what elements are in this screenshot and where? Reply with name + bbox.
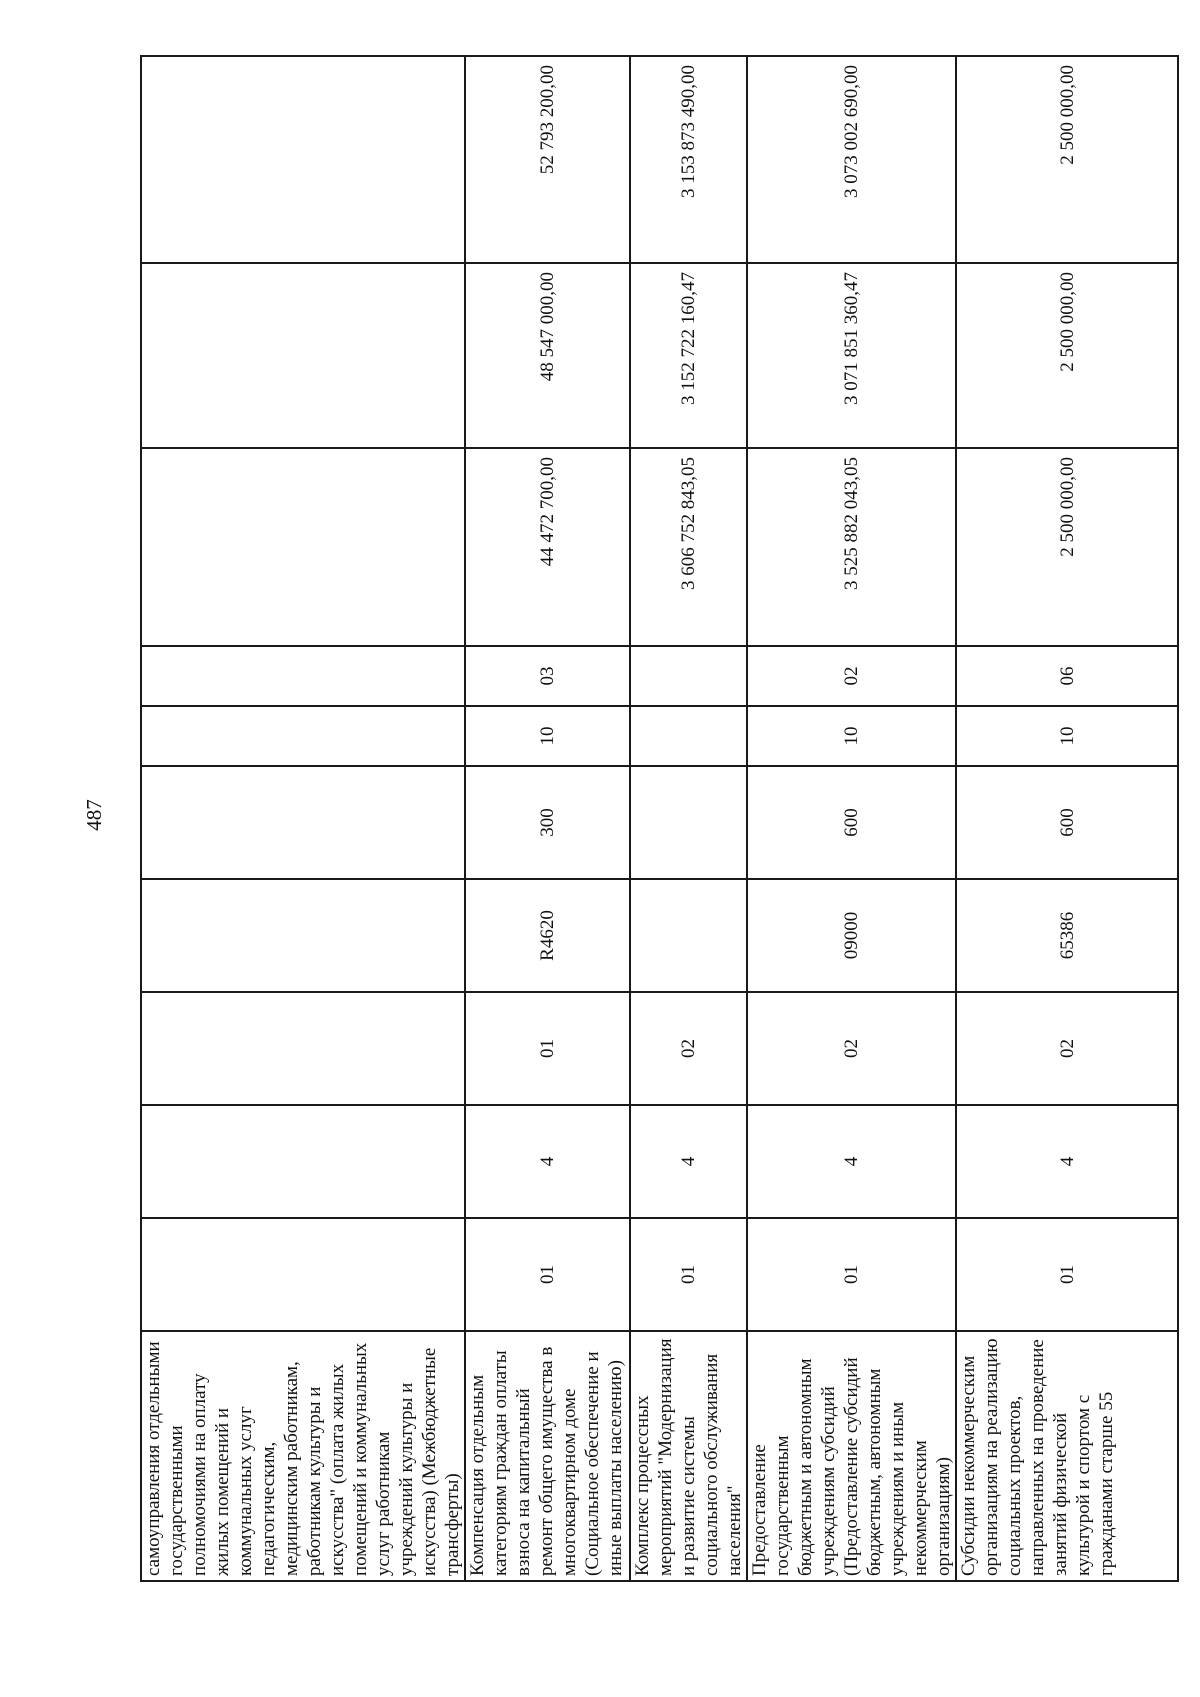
cell-direction: R4620 — [465, 879, 630, 992]
cell-type: 4 — [465, 1105, 630, 1218]
row-description: Предоставление государственным бюджетным и автономным учреждениям субсидий (Предоставление субсидий бюджетным, автономным учреждениям и иным некоммерческим организациям) — [747, 1331, 956, 1581]
cell-type: 4 — [956, 1105, 1178, 1218]
table-row — [630, 56, 747, 1581]
cell-amount-year-2: 2 500 000,00 — [956, 263, 1178, 448]
cell-subsection: 06 — [956, 646, 1178, 706]
budget-table — [140, 55, 1179, 1582]
row-description: Комплекс процессных мероприятий "Модернизация и развитие системы социального обслуживания населения" — [630, 1331, 747, 1581]
cell-section — [141, 706, 465, 766]
table-row — [465, 56, 630, 1581]
cell-amount-year-1: 44 472 700,00 — [465, 448, 630, 646]
table-row — [956, 56, 1178, 1581]
cell-amount-year-2 — [141, 263, 465, 448]
cell-amount-year-3: 2 500 000,00 — [956, 56, 1178, 263]
rotated-table-container — [140, 57, 1117, 1582]
cell-subprogram: 02 — [956, 992, 1178, 1105]
cell-direction: 65386 — [956, 879, 1178, 992]
cell-section: 10 — [465, 706, 630, 766]
cell-subsection: 03 — [465, 646, 630, 706]
table-row — [747, 56, 956, 1581]
cell-direction — [630, 879, 747, 992]
cell-type: 4 — [747, 1105, 956, 1218]
cell-subsection — [141, 646, 465, 706]
cell-section — [630, 706, 747, 766]
cell-expense-type: 300 — [465, 766, 630, 879]
cell-amount-year-2: 3 152 722 160,47 — [630, 263, 747, 448]
cell-amount-year-3: 3 073 002 690,00 — [747, 56, 956, 263]
cell-type: 4 — [630, 1105, 747, 1218]
cell-direction: 09000 — [747, 879, 956, 992]
cell-expense-type — [630, 766, 747, 879]
table-row — [141, 56, 465, 1581]
cell-subprogram: 01 — [465, 992, 630, 1105]
cell-subprogram: 02 — [747, 992, 956, 1105]
cell-amount-year-1: 2 500 000,00 — [956, 448, 1178, 646]
cell-section: 10 — [956, 706, 1178, 766]
page-number: 487 — [82, 799, 106, 831]
cell-amount-year-2: 3 071 851 360,47 — [747, 263, 956, 448]
cell-program — [141, 1218, 465, 1331]
cell-amount-year-3: 52 793 200,00 — [465, 56, 630, 263]
cell-subprogram: 02 — [630, 992, 747, 1105]
cell-amount-year-3 — [141, 56, 465, 263]
cell-amount-year-3: 3 153 873 490,00 — [630, 56, 747, 263]
cell-amount-year-1: 3 606 752 843,05 — [630, 448, 747, 646]
cell-expense-type: 600 — [956, 766, 1178, 879]
cell-program: 01 — [956, 1218, 1178, 1331]
cell-expense-type — [141, 766, 465, 879]
row-description: Компенсация отдельным категориям граждан оплаты взноса на капитальный ремонт общего имущества в многоквартирном доме (Социальное обеспечение и иные выплаты населению) — [465, 1331, 630, 1581]
cell-program: 01 — [465, 1218, 630, 1331]
cell-type — [141, 1105, 465, 1218]
row-description: Субсидии некоммерческим организациям на реализацию социальных проектов, направленных на проведение занятий физической культурой и спортом с гражданами старше 55 — [956, 1331, 1178, 1581]
cell-amount-year-1 — [141, 448, 465, 646]
row-description: самоуправления отдельными государственными полномочиями на оплату жилых помещений и коммунальных услуг педагогическим, медицинским работникам, работникам культуры и искусства" (оплата жилых помещений и коммунальных услуг работникам учреждений культуры и искусства) (Межбюджетные трансферты) — [141, 1331, 465, 1581]
cell-direction — [141, 879, 465, 992]
cell-program: 01 — [630, 1218, 747, 1331]
cell-subsection: 02 — [747, 646, 956, 706]
cell-amount-year-1: 3 525 882 043,05 — [747, 448, 956, 646]
cell-program: 01 — [747, 1218, 956, 1331]
cell-amount-year-2: 48 547 000,00 — [465, 263, 630, 448]
cell-subsection — [630, 646, 747, 706]
cell-expense-type: 600 — [747, 766, 956, 879]
cell-subprogram — [141, 992, 465, 1105]
cell-section: 10 — [747, 706, 956, 766]
